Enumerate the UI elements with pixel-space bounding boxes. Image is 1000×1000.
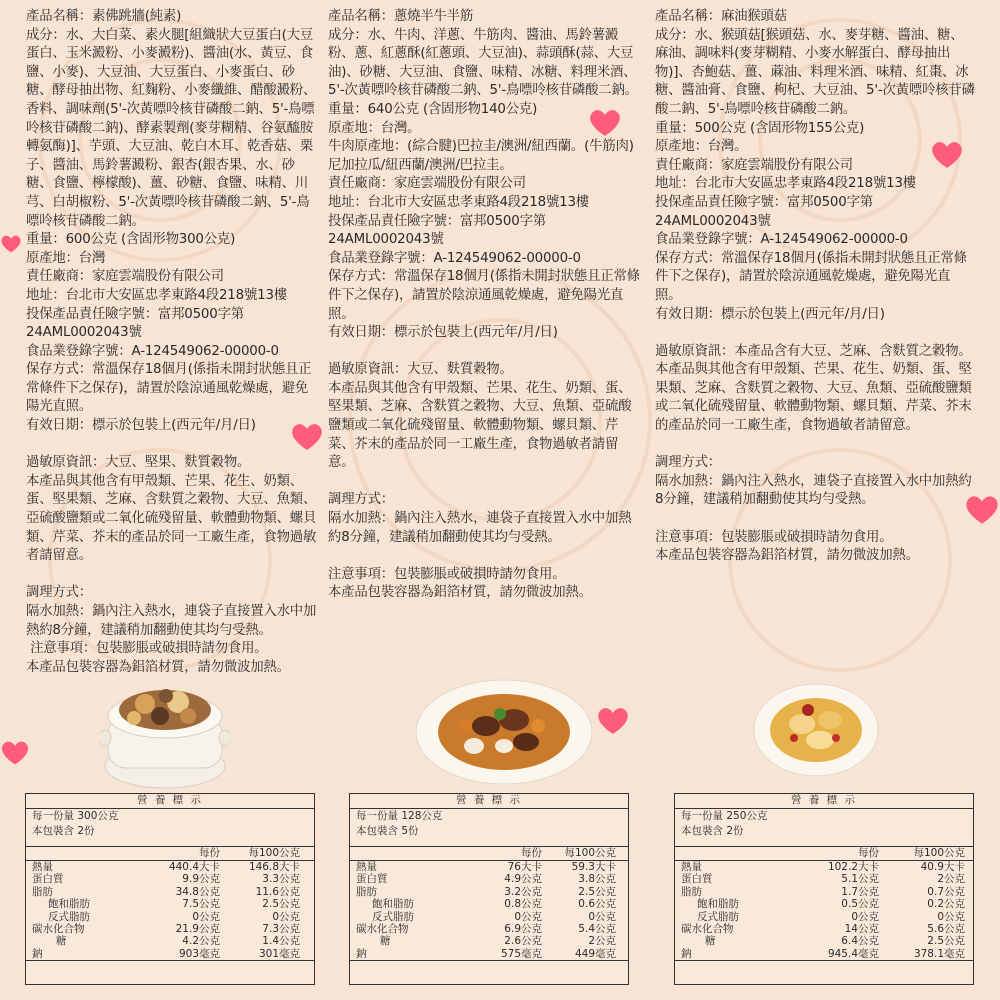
buddha-jumps-wall-dish-image	[100, 676, 230, 790]
per-100g-value: 378.1毫克	[913, 947, 965, 960]
nutrition-facts-table	[674, 793, 974, 985]
nutrient-label: 反式脂肪	[48, 910, 90, 923]
heart-icon	[930, 140, 964, 170]
per-serving-header: 每份	[858, 847, 879, 859]
heart-icon	[964, 490, 1000, 530]
per-100g-value: 5.4公克	[578, 922, 616, 935]
nutrition-row	[350, 923, 628, 935]
per-serving-value: 102.2大卡	[827, 861, 879, 873]
product-info-text: 產品名稱：素佛跳牆(純素) 成分：水、大白菜、素火腿[組織狀大豆蛋白(大豆蛋白、玉米澱粉、小麥澱粉)、醬油(水、黃豆、食鹽、小麥)、大豆油、大豆蛋白、小麥蛋白、砂糖、酵母抽出物、紅麴粉、小麥纖維、醋酸澱粉、香料、調味劑(5'-次黃嘌呤核苷磷酸二鈉、5'-鳥嘌呤核苷磷酸二鈉)、酵素製劑(麥芽糊精、谷氨醯胺轉氨酶)]、芋頭、大豆油、乾白木耳、乾香菇、栗子、醬油、馬鈴薯澱粉、銀杏(銀杏果、水、砂糖、食鹽、檸檬酸)、薑、砂糖、食鹽、味精、川芎、白胡椒粉、5'-次黃嘌呤核苷磷酸二鈉、5'-鳥嘌呤核苷磷酸二鈉。 重量：600公克 (含固形物300公克) 原產地：台灣 責任廠商：家庭雲端股份有限公司 地址：台北市大安區忠孝東路4段218號13樓 投保產品責任險字號：富邦0500字第24AML0002043號 食品業登錄字號：A-124549062-00000-0 保存方式：常溫保存18個月(係指未開封狀態且正常條件下之保存)，請置於陰涼通風乾燥處，避免陽光直照。 有效日期：標示於包裝上(西元年/月/日) 過敏原資訊：大豆、堅果、麩質穀物。 本產品與其他含有甲殼類、芒果、花生、奶類、蛋、堅果類、芝麻、含麩質之穀物、大豆、魚類、亞硫酸鹽類或二氧化硫殘留量、軟體動物類、螺貝類、芹菜、芥末的產品於同一工廠生產，食物過敏者請留意。 調理方式： 隔水加熱：鍋內注入熱水，連袋子直接置入水中加熱約8分鐘，建議稍加翻動使其均勻受熱。 注意事項：包裝膨脹或破損時請勿食用。 本產品包裝容器為鋁箔材質，請勿微波加熱。	[26, 9, 317, 675]
nutrient-label: 碳水化合物	[681, 922, 734, 935]
product-info-monkey-head-mushroom	[655, 8, 975, 566]
nutrient-label: 反式脂肪	[372, 910, 414, 923]
nutrition-title: 營 養 標 示	[350, 794, 628, 809]
per-100g-value: 7.3公克	[262, 922, 300, 935]
nutrient-label: 鈉	[32, 947, 43, 960]
per-100g-header: 每100公克	[913, 847, 965, 859]
per-100g-value: 0公克	[937, 910, 965, 923]
per-serving-header: 每份	[521, 847, 542, 859]
per-100g-value: 449毫克	[574, 947, 616, 960]
nutrient-label: 碳水化合物	[356, 922, 409, 935]
per-100g-value: 301毫克	[258, 947, 300, 960]
nutrition-facts-table	[349, 793, 629, 985]
per-serving-value: 4.9公克	[504, 873, 542, 886]
per-100g-value: 0公克	[272, 910, 300, 923]
servings-per-package: 本包裝含 2份	[32, 825, 95, 837]
per-100g-header: 每100公克	[564, 847, 616, 859]
nutrition-header	[350, 846, 628, 861]
nutrient-label: 糖	[705, 935, 716, 948]
nutrition-row	[675, 948, 973, 960]
nutrient-label: 糖	[380, 935, 391, 948]
nutrient-label: 飽和脂肪	[372, 898, 414, 911]
per-serving-value: 7.5公克	[182, 898, 220, 911]
nutrient-label: 熱量	[32, 861, 53, 873]
nutrition-row	[675, 923, 973, 935]
per-100g-value: 0.2公克	[927, 898, 965, 911]
per-100g-value: 2.5公克	[578, 885, 616, 898]
nutrient-label: 糖	[56, 935, 67, 948]
nutrition-facts-table	[25, 793, 315, 985]
nutrition-row	[675, 861, 973, 873]
nutrient-label: 蛋白質	[681, 873, 713, 886]
per-serving-value: 0.5公克	[841, 898, 879, 911]
product-info-text: 產品名稱：麻油猴頭菇 成分：水、猴頭菇[猴頭菇、水、麥芽糖、醬油、糖、麻油、調味料(麥芽糊精、小麥水解蛋白、酵母抽出物)]、杏鮑菇、薑、蔴油、料理米酒、味精、紅棗、冰糖、醬油膏、食鹽、枸杞、大豆油、5'-次黃嘌呤核苷磷酸二鈉、5'-鳥嘌呤核苷磷酸二鈉。 重量：500公克 (含固形物155公克) 原產地：台灣。 責任廠商：家庭雲端股份有限公司 地址：台北市大安區忠孝東路4段218號13樓 投保產品責任險字號：富邦0500字第24AML0002043號 食品業登錄字號：A-124549062-00000-0 保存方式：常溫保存18個月(係指未開封狀態且正常條件下之保存)，請置於陰涼通風乾燥處，避免陽光直照。 有效日期：標示於包裝上(西元年/月/日) 過敏原資訊：本產品含有大豆、芝麻、含麩質之穀物。 本產品與其他含有甲殼類、芒果、花生、奶類、蛋、堅果類、芝麻、含麩質之穀物、大豆、魚類、亞硫酸鹽類或二氧化硫殘留量、軟體動物類、螺貝類、芹菜、芥末的產品於同一工廠生產，食物過敏者請留意。 調理方式： 隔水加熱：鍋內注入熱水，連袋子直接置入水中加熱約8分鐘，建議稍加翻動使其均勻受熱。 注意事項：包裝膨脹或破損時請勿食用。 本產品包裝容器為鋁箔材質，請勿微波加熱。	[655, 9, 975, 564]
nutrition-title: 營 養 標 示	[675, 794, 973, 809]
per-serving-value: 76大卡	[507, 861, 542, 873]
servings-per-package: 本包裝含 5份	[356, 825, 419, 837]
heart-icon	[596, 706, 630, 736]
heart-icon	[0, 738, 30, 768]
per-100g-value: 11.6公克	[255, 885, 300, 898]
per-serving-value: 575毫克	[500, 947, 542, 960]
nutrition-rows	[26, 861, 314, 961]
heart-icon	[290, 422, 324, 452]
nutrient-label: 飽和脂肪	[697, 898, 739, 911]
per-100g-value: 146.8大卡	[248, 861, 300, 873]
nutrition-row	[26, 911, 314, 923]
serving-size: 每一份量 300公克	[32, 810, 119, 822]
nutrient-label: 脂肪	[356, 885, 377, 898]
nutrition-row	[350, 886, 628, 898]
per-serving-value: 440.4大卡	[168, 861, 220, 873]
per-100g-value: 59.3大卡	[571, 861, 616, 873]
per-serving-value: 4.2公克	[182, 935, 220, 948]
per-100g-header: 每100公克	[248, 847, 300, 859]
nutrient-label: 脂肪	[32, 885, 53, 898]
product-info-beef-tendon	[328, 8, 643, 603]
per-serving-header: 每份	[199, 847, 220, 859]
per-serving-value: 14公克	[844, 922, 879, 935]
product-info-buddha-jumps-wall	[26, 8, 318, 677]
per-serving-value: 5.1公克	[841, 873, 879, 886]
per-100g-value: 0.7公克	[927, 885, 965, 898]
nutrition-row	[26, 923, 314, 935]
per-serving-value: 945.4毫克	[827, 947, 879, 960]
per-serving-value: 0公克	[514, 910, 542, 923]
per-100g-value: 3.8公克	[578, 873, 616, 886]
nutrient-label: 鈉	[356, 947, 367, 960]
nutrition-title: 營 養 標 示	[26, 794, 314, 809]
per-serving-value: 6.9公克	[504, 922, 542, 935]
nutrition-row	[675, 886, 973, 898]
nutrition-row	[350, 935, 628, 947]
nutrient-label: 熱量	[681, 861, 702, 873]
nutrition-row	[26, 935, 314, 947]
per-100g-value: 5.6公克	[927, 922, 965, 935]
serving-size: 每一份量 128公克	[356, 810, 443, 822]
nutrition-rows	[675, 861, 973, 961]
nutrient-label: 脂肪	[681, 885, 702, 898]
nutrient-label: 蛋白質	[32, 873, 64, 886]
per-100g-value: 2.5公克	[262, 898, 300, 911]
beef-tendon-dish-image	[414, 676, 594, 784]
per-serving-value: 0.8公克	[504, 898, 542, 911]
serving-size: 每一份量 250公克	[681, 810, 768, 822]
per-serving-value: 1.7公克	[841, 885, 879, 898]
per-serving-value: 34.8公克	[175, 885, 220, 898]
product-info-text: 產品名稱：蔥燒半牛半筋 成分：水、牛肉、洋蔥、牛筋肉、醬油、馬鈴薯澱粉、蔥、紅蔥酥(紅蔥頭、大豆油)、蒜頭酥(蒜、大豆油)、砂糖、大豆油、食鹽、味精、冰糖、料理米酒、5'-次黃嘌呤核苷磷酸二鈉、5'-鳥嘌呤核苷磷酸二鈉。 重量：640公克 (含固形物140公克) 原產地：台灣。 牛肉原產地：(綜合腱)巴拉圭/澳洲/紐西蘭。(牛筋肉)尼加拉瓜/紐西蘭/澳洲/巴拉圭。 責任廠商：家庭雲端股份有限公司 地址：台北市大安區忠孝東路4段218號13樓 投保產品責任險字號：富邦0500字第24AML0002043號 食品業登錄字號：A-124549062-00000-0 保存方式：常溫保存18個月(係指未開封狀態且正常條件下之保存)，請置於陰涼通風乾燥處，避免陽光直照。 有效日期：標示於包裝上(西元年/月/日) 過敏原資訊：大豆、麩質穀物。 本產品與其他含有甲殼類、芒果、花生、奶類、蛋、堅果類、芝麻、含麩質之穀物、大豆、魚類、亞硫酸鹽類或二氧化硫殘留量、軟體動物類、螺貝類、芹菜、芥末的產品於同一工廠生產，食物過敏者請留意。 調理方式： 隔水加熱：鍋內注入熱水，連袋子直接置入水中加熱約8分鐘，建議稍加翻動使其均勻受熱。 注意事項：包裝膨脹或破損時請勿食用。 本產品包裝容器為鋁箔材質，請勿微波加熱。	[328, 9, 640, 601]
nutrition-row	[350, 898, 628, 910]
per-100g-value: 3.3公克	[262, 873, 300, 886]
per-100g-value: 0.6公克	[578, 898, 616, 911]
nutrition-header	[26, 846, 314, 861]
per-serving-value: 3.2公克	[504, 885, 542, 898]
nutrition-row	[26, 948, 314, 960]
per-serving-value: 0公克	[192, 910, 220, 923]
nutrition-row	[350, 911, 628, 923]
nutrition-row	[350, 948, 628, 960]
heart-icon	[588, 108, 622, 138]
servings-per-package: 本包裝含 2份	[681, 825, 744, 837]
per-100g-value: 40.9大卡	[920, 861, 965, 873]
heart-icon	[0, 234, 22, 254]
sesame-oil-mushroom-dish-image	[752, 680, 880, 780]
per-serving-value: 21.9公克	[175, 922, 220, 935]
nutrition-row	[675, 911, 973, 923]
nutrition-row	[675, 873, 973, 885]
per-serving-value: 6.4公克	[841, 935, 879, 948]
nutrient-label: 蛋白質	[356, 873, 388, 886]
nutrient-label: 反式脂肪	[697, 910, 739, 923]
nutrient-label: 熱量	[356, 861, 377, 873]
nutrition-row	[350, 873, 628, 885]
nutrition-row	[675, 935, 973, 947]
per-serving-value: 2.6公克	[504, 935, 542, 948]
nutrient-label: 碳水化合物	[32, 922, 85, 935]
nutrient-label: 飽和脂肪	[48, 898, 90, 911]
nutrition-row	[26, 873, 314, 885]
per-serving-value: 9.9公克	[182, 873, 220, 886]
per-100g-value: 2公克	[937, 873, 965, 886]
nutrition-row	[350, 861, 628, 873]
nutrition-row	[26, 898, 314, 910]
per-100g-value: 1.4公克	[262, 935, 300, 948]
nutrition-row	[26, 861, 314, 873]
per-100g-value: 0公克	[588, 910, 616, 923]
nutrition-row	[675, 898, 973, 910]
nutrition-row	[26, 886, 314, 898]
per-100g-value: 2.5公克	[927, 935, 965, 948]
per-100g-value: 2公克	[588, 935, 616, 948]
nutrition-rows	[350, 861, 628, 961]
per-serving-value: 903毫克	[178, 947, 220, 960]
nutrition-header	[675, 846, 973, 861]
nutrient-label: 鈉	[681, 947, 692, 960]
per-serving-value: 0公克	[851, 910, 879, 923]
